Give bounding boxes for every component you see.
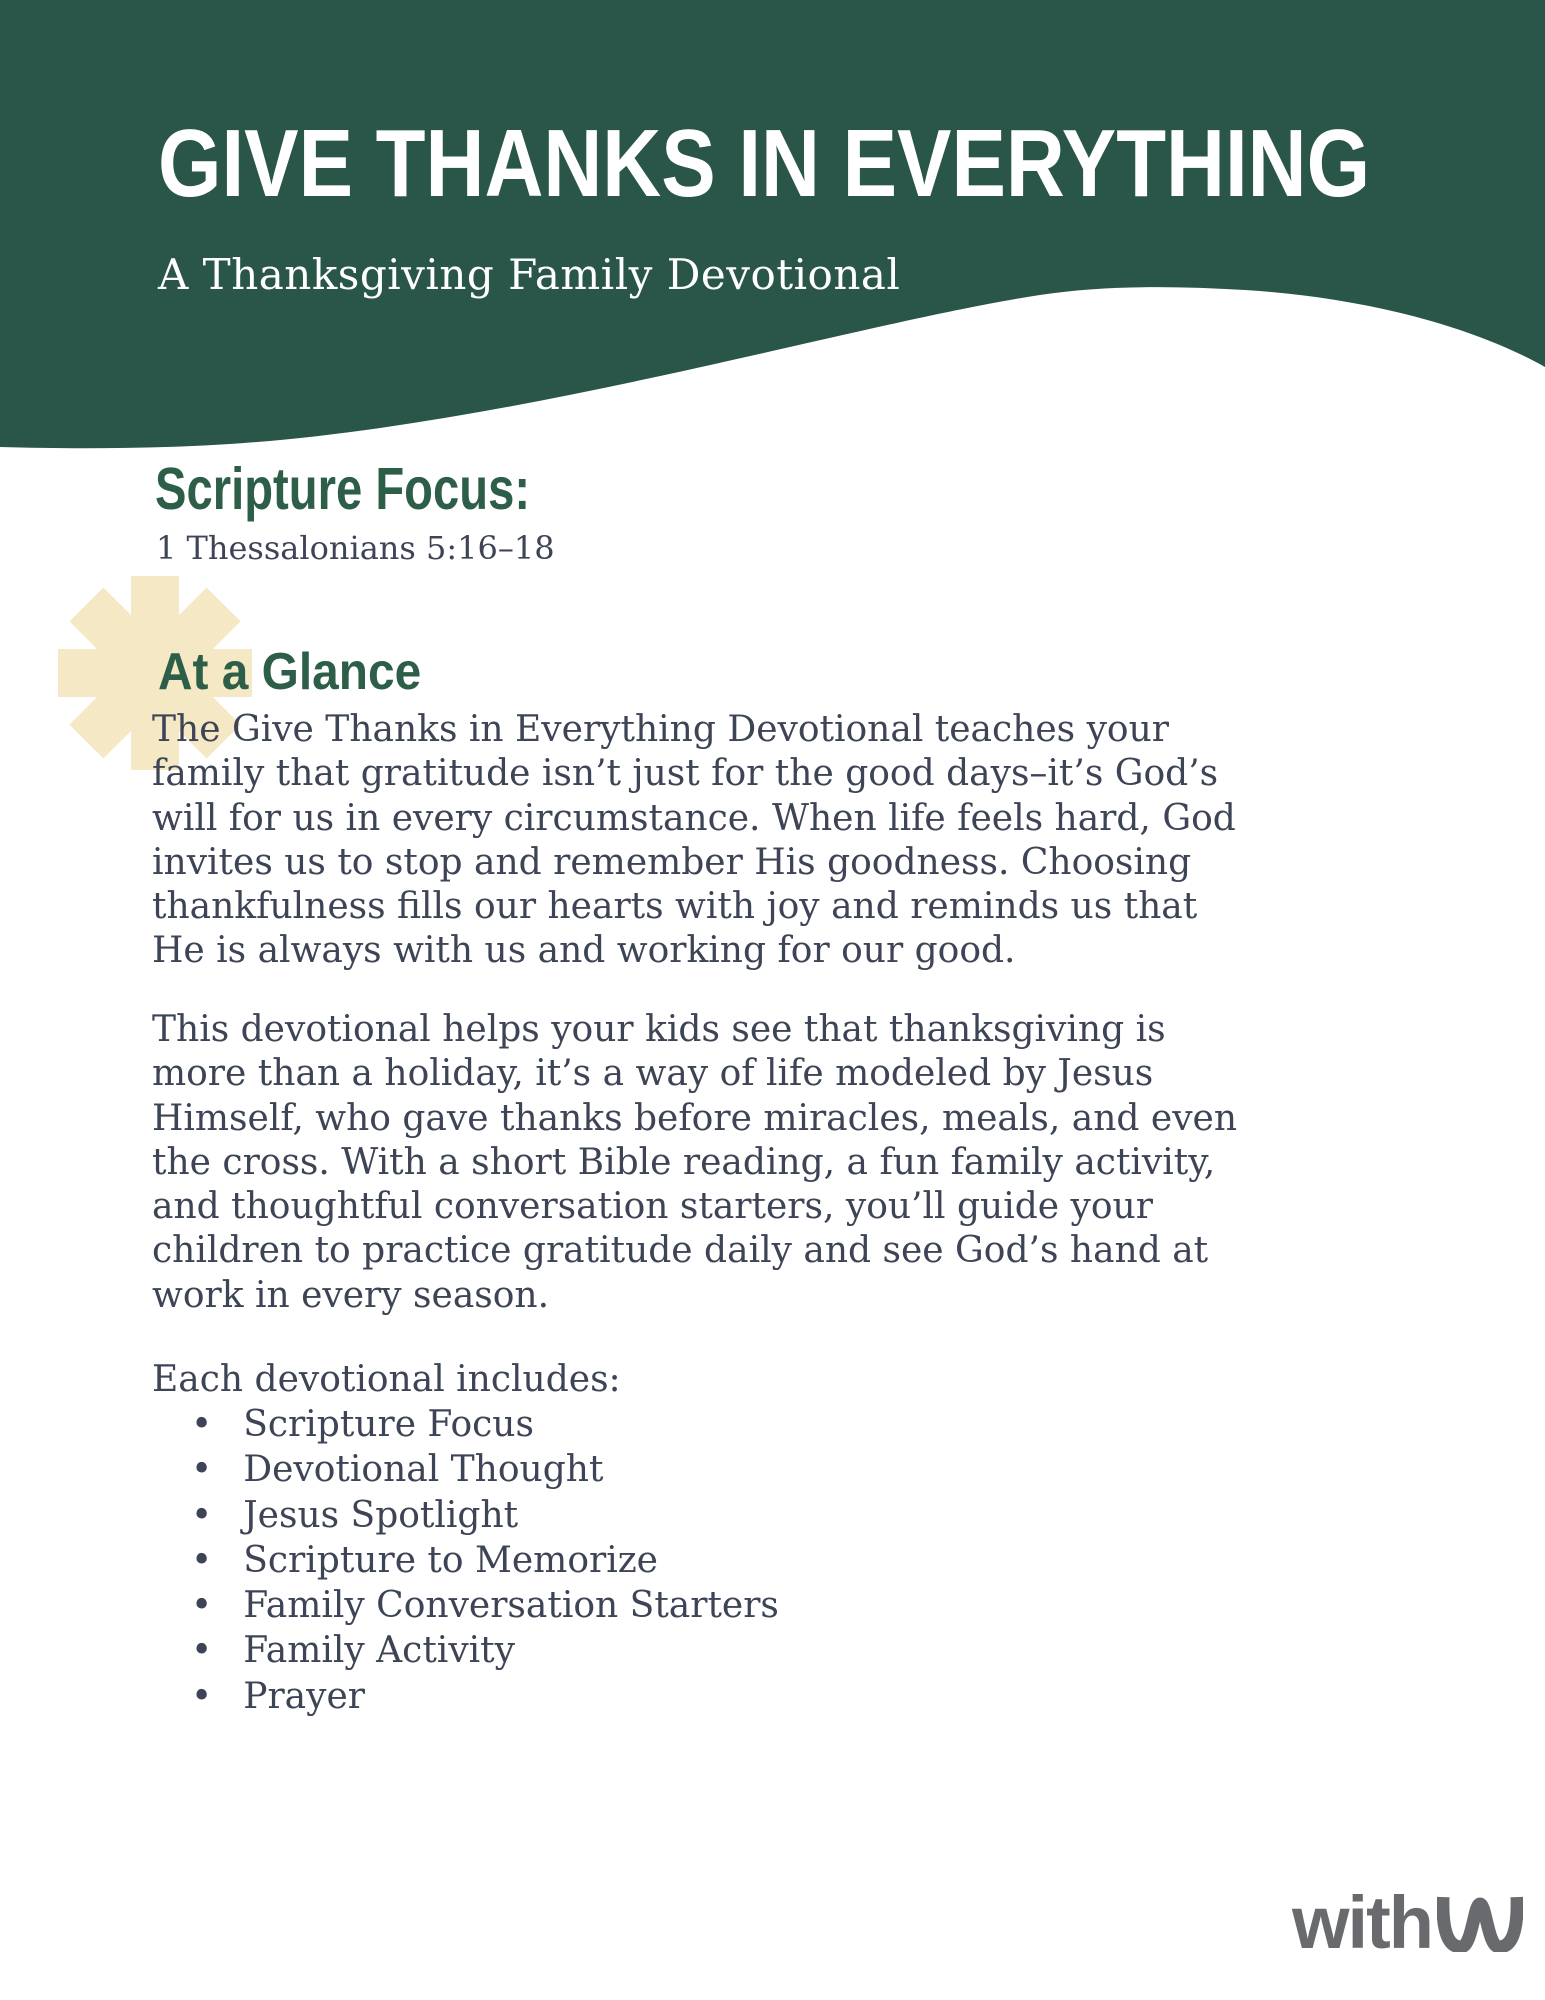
list-item (152, 1538, 779, 1583)
list-item (152, 1493, 779, 1538)
body-line: the cross. With a short Bible reading, a fun family activity, (152, 1141, 1216, 1183)
includes-list (152, 1402, 779, 1719)
body-line: and thoughtful conversation starters, you’ll guide your (152, 1186, 1153, 1228)
list-item (152, 1447, 779, 1492)
list-item-label: Scripture to Memorize (243, 1539, 658, 1581)
body-line: family that gratitude isn’t just for the good days–it’s God’s (152, 753, 1219, 795)
list-item (152, 1402, 779, 1447)
at-a-glance-heading: At a Glance (158, 643, 422, 701)
list-item (152, 1674, 779, 1719)
bullet-icon: • (191, 1630, 213, 1672)
list-item (152, 1628, 779, 1673)
list-item-label: Jesus Spotlight (243, 1494, 519, 1536)
bullet-icon: • (191, 1404, 213, 1445)
body-line: The Give Thanks in Everything Devotional teaches your (152, 709, 1169, 750)
page-subtitle: A Thanksgiving Family Devotional (158, 250, 901, 299)
body-line: more than a holiday, it’s a way of life modeled by Jesus (152, 1053, 1154, 1095)
body-line: thankfulness fills our hearts with joy and reminds us that (152, 886, 1198, 928)
bullet-icon: • (191, 1585, 213, 1627)
at-a-glance-paragraph-1 (152, 708, 1392, 974)
body-line: will for us in every circumstance. When life feels hard, God (152, 797, 1236, 839)
list-item-label: Family Activity (243, 1630, 515, 1672)
body-line: This devotional helps your kids see that thanksgiving is (152, 1009, 1166, 1050)
header-wave-background (0, 0, 1545, 470)
body-line: children to practice gratitude daily and see God’s hand at (152, 1230, 1209, 1272)
logo-text: with (1292, 1881, 1432, 1964)
brand-logo (1292, 1881, 1523, 1964)
bullet-icon: • (191, 1494, 213, 1536)
list-item-label: Prayer (243, 1675, 365, 1717)
body-line: invites us to stop and remember His goodness. Choosing (152, 841, 1192, 883)
at-a-glance-paragraph-2 (152, 1008, 1392, 1318)
body-line: He is always with us and working for our good. (152, 930, 1016, 972)
bullet-icon: • (191, 1539, 213, 1581)
scripture-reference: 1 Thessalonians 5:16–18 (156, 529, 555, 567)
body-line: Himself, who gave thanks before miracles, meals, and even (152, 1097, 1238, 1139)
list-item-label: Family Conversation Starters (243, 1585, 779, 1627)
list-item-label: Scripture Focus (243, 1404, 534, 1445)
bullet-icon: • (191, 1449, 213, 1491)
list-item-label: Devotional Thought (243, 1449, 604, 1491)
wave-w-icon (1437, 1894, 1523, 1952)
body-line: work in every season. (152, 1274, 550, 1316)
scripture-focus-heading: Scripture Focus: (155, 456, 531, 522)
page-title: GIVE THANKS IN EVERYTHING (158, 110, 1371, 217)
includes-label: Each devotional includes: (152, 1359, 621, 1400)
list-item (152, 1583, 779, 1628)
bullet-icon: • (191, 1675, 213, 1717)
